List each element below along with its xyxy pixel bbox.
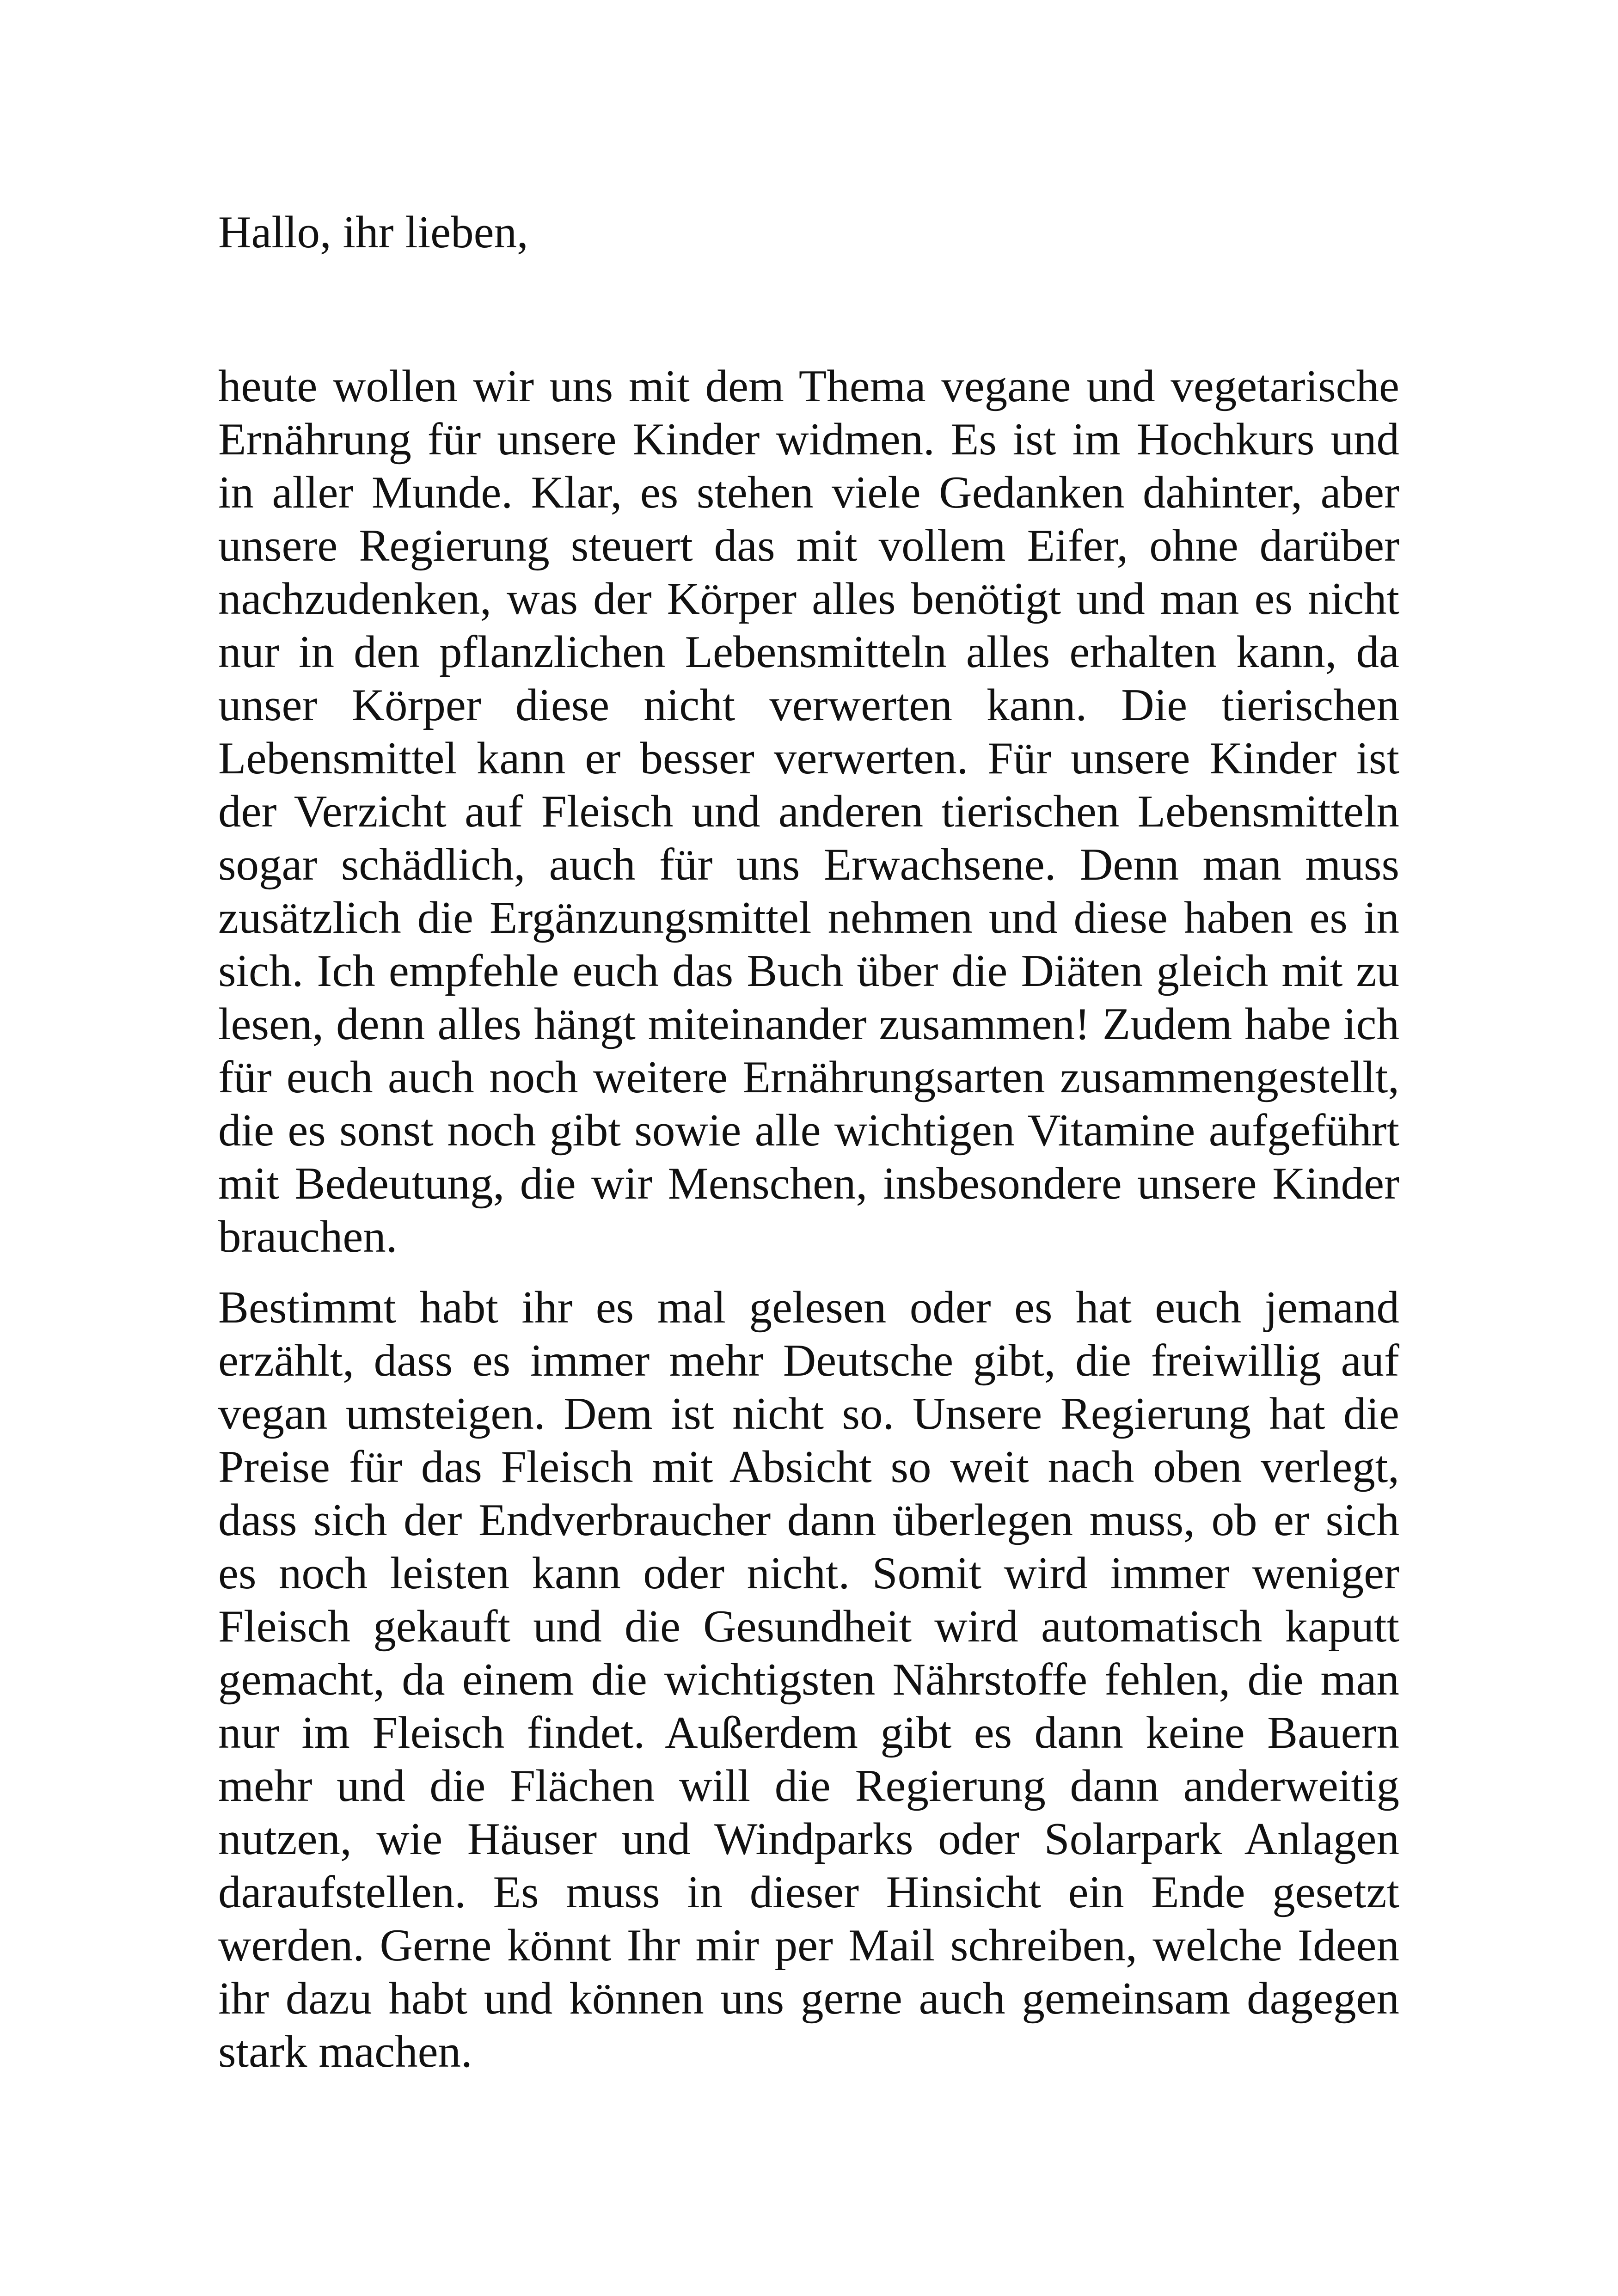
paragraph-1: heute wollen wir uns mit dem Thema vegane und vegetarische Ernährung für unsere Kinder widmen. Es ist im Hochkurs und in aller Munde. Klar, es stehen viele Gedanken dahinter, aber unsere Regierung steuert das mit vollem Eifer, ohne darüber nachzudenken, was der Körper alles benötigt und man es nicht nur in den pflanzlichen Lebensmitteln alles erhalten kann, da unser Körper diese nicht verwerten kann. Die tierischen Lebensmittel kann er besser verwerten. Für unsere Kinder ist der Verzicht auf Fleisch und anderen tierischen Lebensmitteln sogar schädlich, auch für uns Erwachsene. Denn man muss zusätzlich die Ergänzungsmittel nehmen und diese haben es in sich. Ich empfehle euch das Buch über die Diäten gleich mit zu lesen, denn alles hängt miteinander zusammen! Zudem habe ich für euch auch noch weitere Ernährungsarten zusammengestellt, die es sonst noch gibt sowie alle wichtigen Vitamine aufgeführt mit Bedeutung, die wir Menschen, insbesondere unsere Kinder brauchen.	[218, 361, 1399, 1262]
paragraph-2: Bestimmt habt ihr es mal gelesen oder es hat euch jemand erzählt, dass es immer mehr Deutsche gibt, die freiwillig auf vegan umsteigen. Dem ist nicht so. Unsere Regierung hat die Preise für das Fleisch mit Absicht so weit nach oben verlegt, dass sich der Endverbraucher dann überlegen muss, ob er sich es noch leisten kann oder nicht. Somit wird immer weniger Fleisch gekauft und die Gesundheit wird automatisch kaputt gemacht, da einem die wichtigsten Nährstoffe fehlen, die man nur im Fleisch findet. Außerdem gibt es dann keine Bauern mehr und die Flächen will die Regierung dann anderweitig nutzen, wie Häuser und Windparks oder Solarpark Anlagen daraufstellen. Es muss in dieser Hinsicht ein Ende gesetzt werden. Gerne könnt Ihr mir per Mail schreiben, welche Ideen ihr dazu habt und können uns gerne auch gemeinsam dagegen stark machen.	[218, 1282, 1399, 2077]
document-body	[218, 206, 1399, 2096]
greeting-line: Hallo, ihr lieben,	[218, 207, 528, 257]
